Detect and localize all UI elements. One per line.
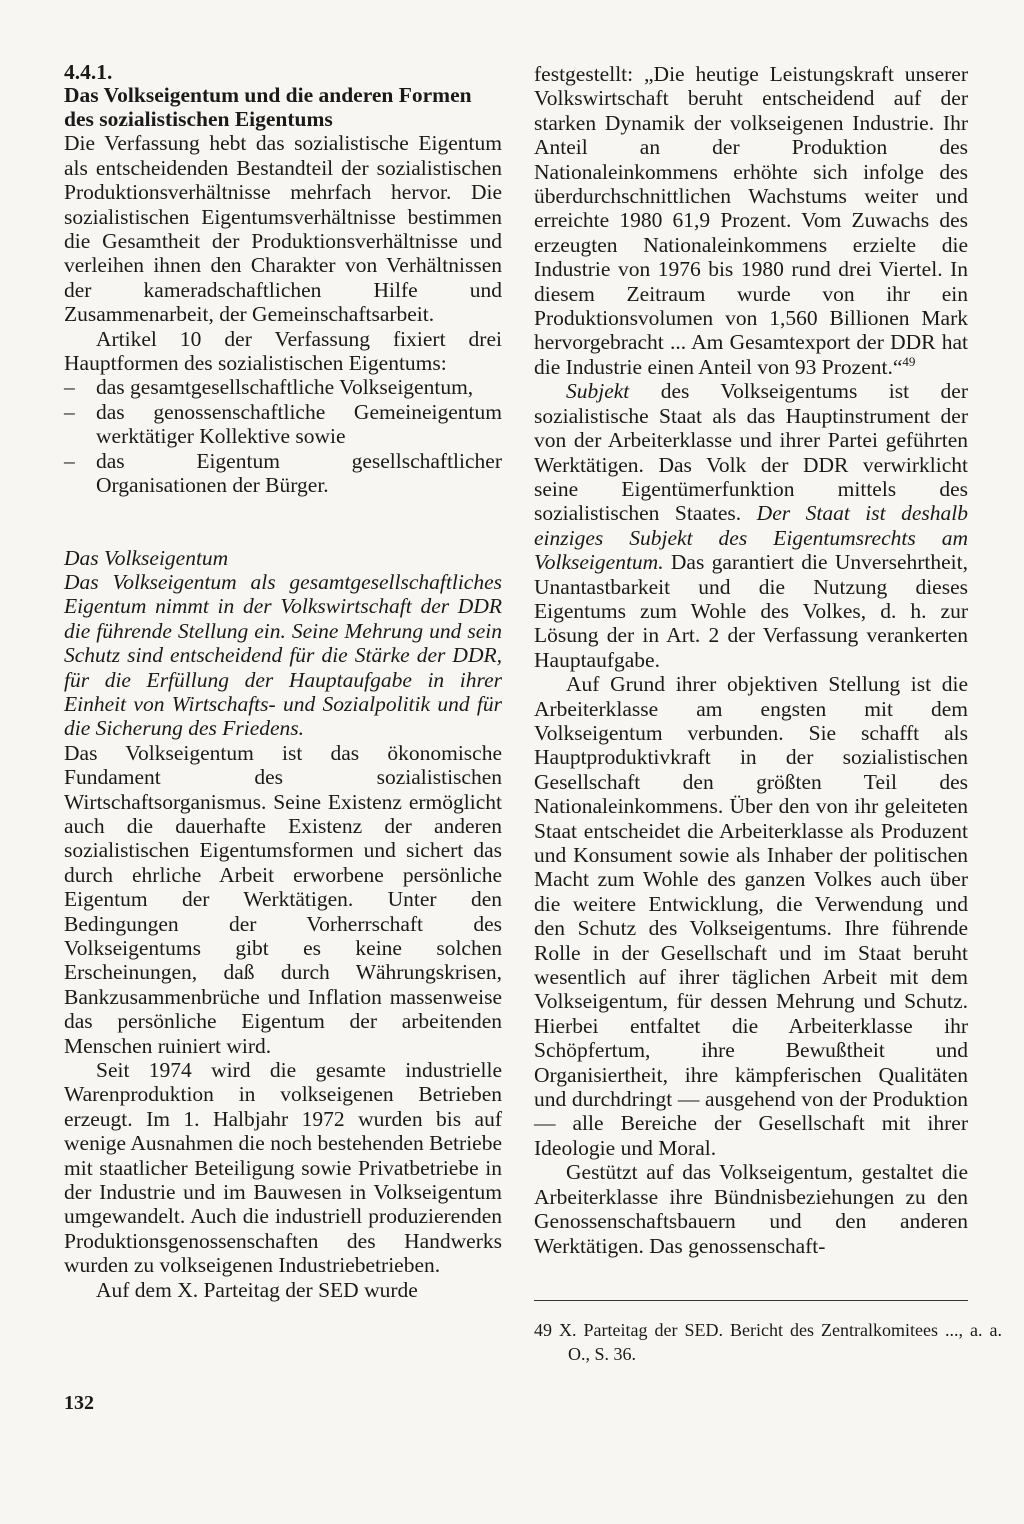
italic-paragraph: Das Volkseigentum als gesamtgesellschaftliches Eigentum nimmt in der Volkswirtschaft der DDR die führende Stellung ein. Seine Mehrung und sein Schutz sind entscheidend für die Stärke der DDR, für die Erfüllung der Hauptaufgabe in ihrer Einheit von Wirtschafts- und Sozialpolitik und für die Sicherung des Friedens. <box>64 569 502 741</box>
paragraph: Seit 1974 wird die gesamte industrielle Warenproduktion in volkseigenen Betrieben erzeugt. Im 1. Halbjahr 1972 wurden bis auf wenige Ausnahmen die noch bestehenden Betriebe mit staatlicher Beteiligung sowie Privatbetriebe in der Industrie und im Bauwesen in Volkseigentum umgewandelt. Auch die industriell produzierenden Produktionsgenossenschaften des Handwerks wurden zu volkseigenen Industriebetrieben. <box>64 1058 502 1278</box>
subheading: Das Volkseigentum <box>64 545 229 570</box>
footnote: 49 X. Parteitag der SED. Bericht des Zentralkomitees ..., a. a. O., S. 36. <box>534 1320 1002 1364</box>
left-column <box>64 60 502 1302</box>
paragraph: Artikel 10 der Verfassung fixiert drei Hauptformen des sozialistischen Eigentums: <box>64 326 502 376</box>
list-item: – das genossenschaftliche Gemeineigentum werktätiger Kollektive sowie <box>64 400 502 449</box>
eigentum-forms-list <box>64 375 502 497</box>
quote-paragraph <box>534 62 968 379</box>
emphasis: Subjekt <box>566 379 630 404</box>
quote-text: festgestellt: „Die heutige Leistungskraft unserer Volkswirtschaft beruht entscheidend auf der starken Dynamik der volkseigenen Industrie. Ihr Anteil an der Produktion des Nationaleinkommens erhöhte sich infolge des überdurchschnittlichen Wachstums weiter und erreichte 1980 61,9 Prozent. Vom Zuwachs des erzeugten Nationaleinkommens erzielte die Industrie von 1976 bis 1980 rund drei Viertel. In diesem Zeitraum wurde von ihr ein Produktionsvolumen von 1,560 Billionen Mark hervorgebracht ... Am Gesamtexport der DDR hat die Industrie einen Anteil von 93 Prozent.“ <box>534 62 968 379</box>
paragraph: Auf Grund ihrer objektiven Stellung ist die Arbeiterklasse am engsten mit dem Volkseigentum verbunden. Sie schafft als Hauptproduktivkraft in der sozialistischen Gesellschaft den größten Teil des Nationaleinkommens. Über den von ihr geleiteten Staat entscheidet die Arbeiterklasse als Produzent und Konsument sowie als Inhaber der politischen Macht zum Wohle des ganzen Volkes auch über die weitere Entwicklung, die Verwendung und den Schutz des Volkseigentums. Ihre führende Rolle in der Gesellschaft und im Staat beruht wesentlich auf ihrer täglichen Arbeit mit dem Volkseigentum, für dessen Mehrung und Schutz. Hierbei entfaltet die Arbeiterklasse ihr Schöpfertum, ihre Bewußtheit und Organisiertheit, ihre kämpferischen Qualitäten und durchdringt — ausgehend von der Produktion — alle Bereiche der Gesellschaft mit ihrer Ideologie und Moral. <box>534 672 968 1160</box>
page-number: 132 <box>64 1392 94 1414</box>
paragraph <box>534 379 968 672</box>
footnote-marker: 49 <box>902 353 916 369</box>
text: des Volkseigentums ist der sozialistische Staat als das Hauptinstrument der von der Arbeiterklasse und ihrer Partei geführten Werktätigen. Das Volk der DDR verwirklicht seine Eigentümerfunktion mittels des sozialistischen Staates. <box>534 379 968 526</box>
text: Das garantiert die Unversehrtheit, Unantastbarkeit und die Nutzung dieses Eigentums zum Wohle des Volkes, d. h. zur Lösung der in Art. 2 der Verfassung verankerten Hauptaufgabe. <box>534 550 968 672</box>
paragraph: Die Verfassung hebt das sozialistische Eigentum als entscheidenden Bestandteil der sozialistischen Produktionsverhältnisse mehrfach hervor. Die sozialistischen Eigentumsverhältnisse bestimmen die Gesamtheit der Produktionsverhältnisse und verleihen ihnen den Charakter von Verhältnissen der kameradschaftlichen Hilfe und Zusammenarbeit, der Gemeinschaftsarbeit. <box>64 131 502 327</box>
paragraph: Das Volkseigentum ist das ökonomische Fundament des sozialistischen Wirtschaftsorganismus. Seine Existenz ermöglicht auch die dauerhafte Existenz der anderen sozialistischen Eigentumsformen und sichert das durch ehrliche Arbeit erworbene persönliche Eigentum der Werktätigen. Unter den Bedingungen der Vorherrschaft des Volkseigentums gibt es keine solchen Erscheinungen, daß durch Währungskrisen, Bankzusammenbrüche und Inflation massenweise das persönliche Eigentum der arbeitenden Menschen ruiniert wird. <box>64 740 502 1058</box>
list-item: – das Eigentum gesellschaftlicher Organisationen der Bürger. <box>64 449 502 498</box>
footnote-divider <box>534 1300 968 1301</box>
right-column <box>534 62 968 1258</box>
spacer <box>64 498 502 546</box>
list-item: – das gesamtgesellschaftliche Volkseigentum, <box>64 375 502 399</box>
section-title: Das Volkseigentum und die anderen Formen des sozialistischen Eigentums <box>64 83 472 131</box>
paragraph: Gestützt auf das Volkseigentum, gestaltet die Arbeiterklasse ihre Bündnisbeziehungen zu den Genossenschaftsbauern und den anderen Werktätigen. Das genossenschaft- <box>534 1160 968 1258</box>
emphasis: Der Staat ist deshalb einziges Subjekt des Eigentumsrechts am Volkseigentum. <box>534 501 968 575</box>
section-number: 4.4.1. <box>64 60 113 84</box>
paragraph: Auf dem X. Parteitag der SED wurde <box>96 1277 418 1302</box>
